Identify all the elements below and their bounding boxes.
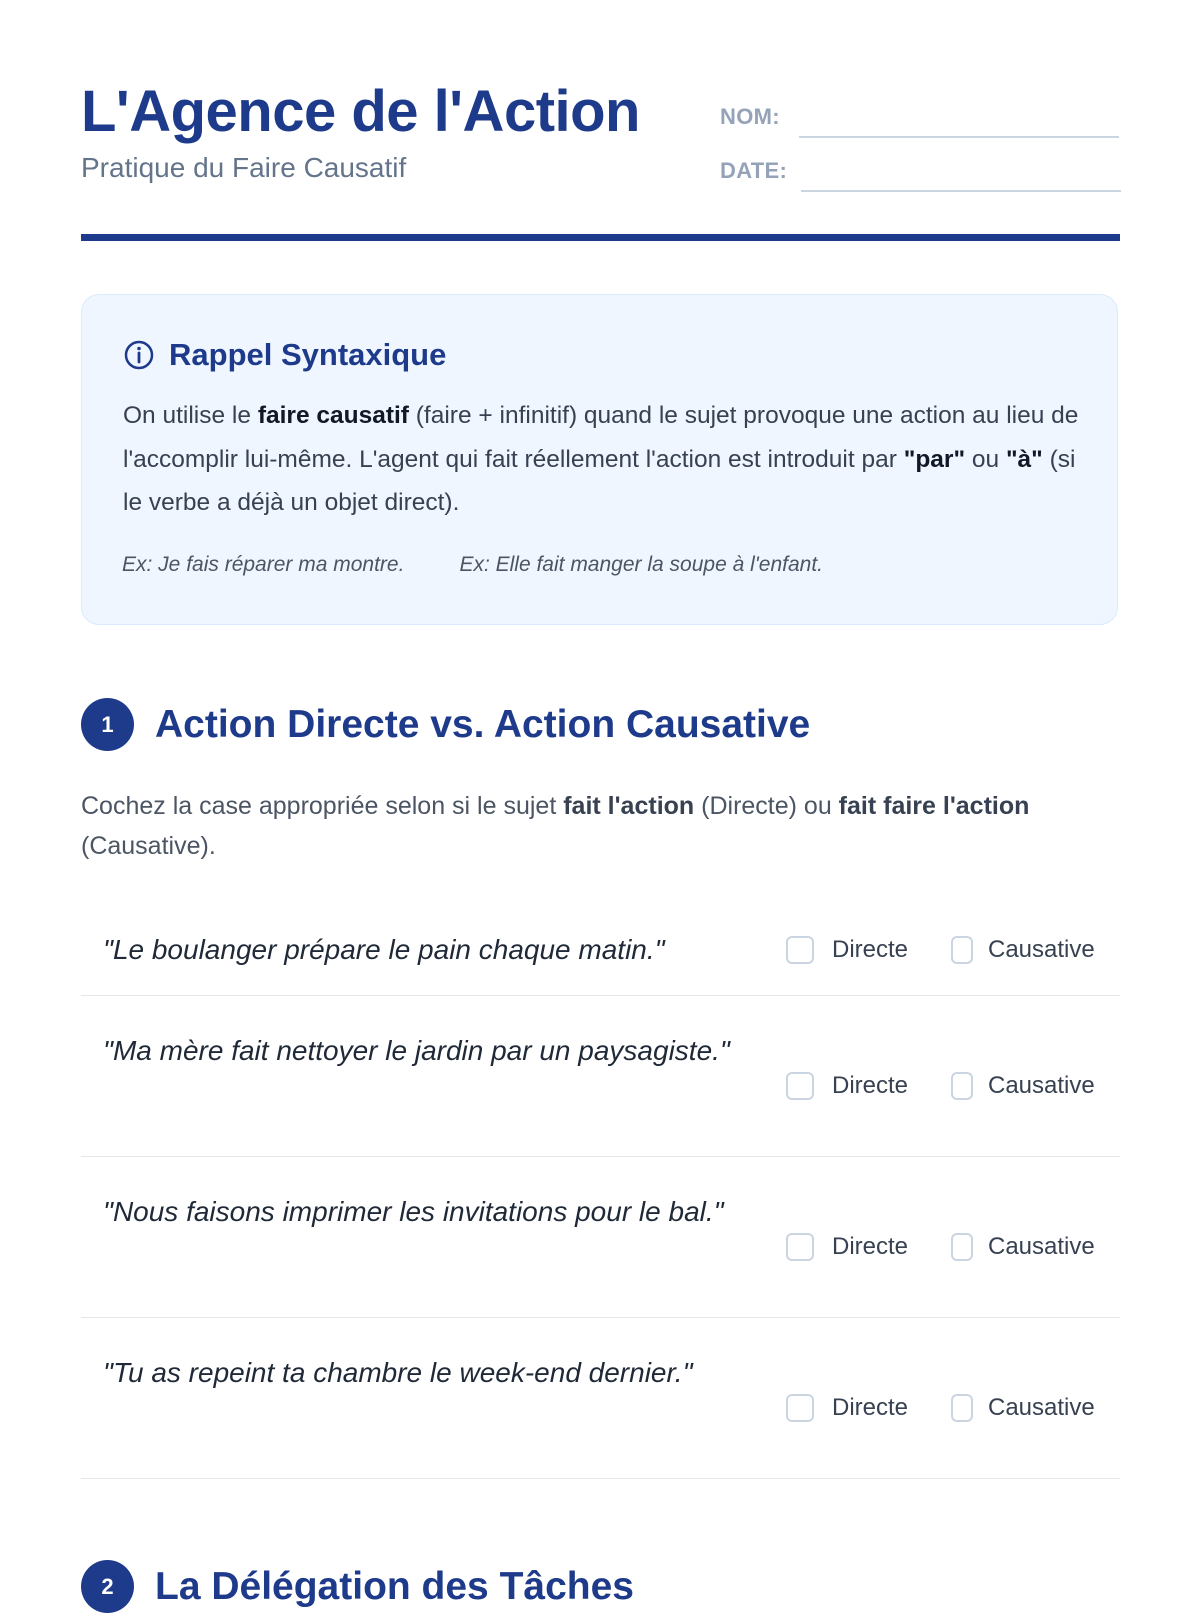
reminder-examples <box>122 553 823 577</box>
section-1-heading <box>81 698 810 751</box>
checkbox-causative[interactable] <box>951 1072 973 1100</box>
option-causative[interactable] <box>951 1072 1095 1100</box>
header <box>81 0 1120 241</box>
exercise-row <box>81 1318 1120 1479</box>
checkbox-causative[interactable] <box>951 936 973 964</box>
page-subtitle: Pratique du Faire Causatif <box>81 152 407 183</box>
page-title: L'Agence de l'Action <box>81 79 640 144</box>
header-divider <box>81 234 1120 241</box>
checkbox-causative[interactable] <box>951 1233 973 1261</box>
exercise-sentence: "Ma mère fait nettoyer le jardin par un paysagiste." <box>103 1035 730 1066</box>
reminder-title: Rappel Syntaxique <box>169 337 447 372</box>
name-field[interactable] <box>799 136 1119 138</box>
exercise-sentence: "Le boulanger prépare le pain chaque matin." <box>103 934 665 965</box>
checkbox-directe[interactable] <box>786 936 814 964</box>
exercise-row <box>81 996 1120 1157</box>
option-causative[interactable] <box>951 1394 1095 1422</box>
reminder-text: On utilise le faire causatif (faire + infinitif) quand le sujet provoque une action au lieu de l'accomplir lui-même. L'agent qui fait réellement l'action est introduit par "par" ou "à" (si le verbe a déjà un objet direct). <box>123 402 1079 516</box>
checkbox-directe[interactable] <box>786 1394 814 1422</box>
option-label: Causative <box>988 1394 1095 1421</box>
option-label: Causative <box>988 936 1095 963</box>
date-field[interactable] <box>801 190 1121 192</box>
option-directe[interactable] <box>786 1072 908 1100</box>
option-label: Directe <box>832 1233 909 1260</box>
option-label: Causative <box>988 1233 1095 1260</box>
reminder-header <box>123 337 446 373</box>
option-directe[interactable] <box>786 936 908 964</box>
worksheet <box>81 0 1120 1608</box>
checkbox-causative[interactable] <box>951 1394 973 1422</box>
option-directe[interactable] <box>786 1394 908 1422</box>
exercise-sentence: "Nous faisons imprimer les invitations pour le bal." <box>103 1196 724 1227</box>
section-number-badge: 1 <box>81 698 134 751</box>
section-1-instructions: Cochez la case appropriée selon si le sujet fait l'action (Directe) ou fait faire l'action (Causative). <box>81 792 1030 860</box>
checkbox-directe[interactable] <box>786 1233 814 1261</box>
section-title: Action Directe vs. Action Causative <box>155 702 811 746</box>
info-circle-icon <box>123 339 155 371</box>
option-directe[interactable] <box>786 1233 908 1261</box>
checkbox-directe[interactable] <box>786 1072 814 1100</box>
exercise-row <box>81 1157 1120 1318</box>
exercise-sentence: "Tu as repeint ta chambre le week-end dernier." <box>103 1357 693 1388</box>
exercise-list <box>81 900 1120 1479</box>
exercise-row <box>81 900 1120 996</box>
option-causative[interactable] <box>951 1233 1095 1261</box>
section-number-badge: 2 <box>81 1560 134 1613</box>
option-label: Directe <box>832 936 909 963</box>
option-label: Causative <box>988 1072 1095 1099</box>
name-label: NOM: <box>720 104 780 129</box>
example-2: Ex: Elle fait manger la soupe à l'enfant. <box>459 553 823 576</box>
date-label: DATE: <box>720 158 788 183</box>
option-label: Directe <box>832 1394 909 1421</box>
example-1: Ex: Je fais réparer ma montre. <box>122 553 405 576</box>
option-label: Directe <box>832 1072 909 1099</box>
section-2-heading <box>81 1560 634 1613</box>
section-title: La Délégation des Tâches <box>155 1564 634 1608</box>
option-causative[interactable] <box>951 936 1095 964</box>
